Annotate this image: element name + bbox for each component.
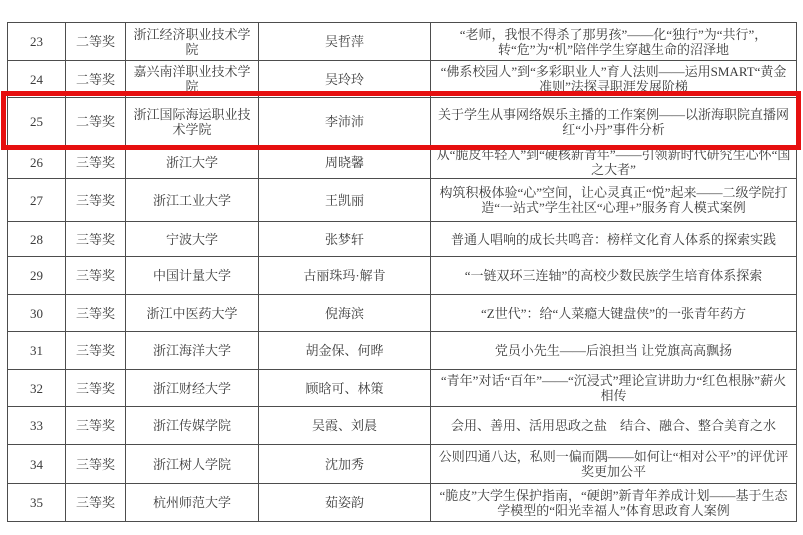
cell-row-number: 33 bbox=[8, 407, 66, 445]
cell-author-name: 古丽珠玛·解肯 bbox=[259, 257, 431, 295]
cell-row-number: 27 bbox=[8, 179, 66, 222]
cell-author-name: 茹姿韵 bbox=[259, 484, 431, 522]
table-row bbox=[8, 370, 797, 407]
cell-row-number: 24 bbox=[8, 61, 66, 98]
cell-case-title: 会用、善用、活用思政之盐 结合、融合、整合美育之水 bbox=[431, 407, 797, 445]
table-row bbox=[8, 179, 797, 222]
cell-award-level: 三等奖 bbox=[66, 295, 126, 332]
cell-case-title: 公则四通八达，私则一偏而隅——如何让“相对公平”的评优评奖更加公平 bbox=[431, 445, 797, 484]
cell-row-number: 25 bbox=[8, 98, 66, 146]
cell-school-name: 浙江国际海运职业技术学院 bbox=[126, 98, 259, 146]
cell-case-title: 关于学生从事网络娱乐主播的工作案例——以浙海职院直播网红“小丹”事件分析 bbox=[431, 98, 797, 146]
cell-author-name: 周晓馨 bbox=[259, 146, 431, 179]
table-row bbox=[8, 146, 797, 179]
cell-case-title: “青年”对话“百年”——“沉浸式”理论宣讲助力“红色根脉”薪火相传 bbox=[431, 370, 797, 407]
cell-row-number: 29 bbox=[8, 257, 66, 295]
cell-school-name: 浙江中医药大学 bbox=[126, 295, 259, 332]
cell-award-level: 三等奖 bbox=[66, 332, 126, 370]
cell-row-number: 28 bbox=[8, 222, 66, 257]
cell-school-name: 浙江传媒学院 bbox=[126, 407, 259, 445]
cell-author-name: 吴玲玲 bbox=[259, 61, 431, 98]
cell-school-name: 嘉兴南洋职业技术学院 bbox=[126, 61, 259, 98]
cell-award-level: 三等奖 bbox=[66, 407, 126, 445]
cell-author-name: 吴霞、刘晨 bbox=[259, 407, 431, 445]
cell-row-number: 26 bbox=[8, 146, 66, 179]
cell-award-level: 三等奖 bbox=[66, 222, 126, 257]
cell-school-name: 浙江大学 bbox=[126, 146, 259, 179]
cell-school-name: 浙江财经大学 bbox=[126, 370, 259, 407]
cell-case-title: 普通人唱响的成长共鸣音：榜样文化育人体系的探索实践 bbox=[431, 222, 797, 257]
cell-school-name: 宁波大学 bbox=[126, 222, 259, 257]
cell-author-name: 吴哲萍 bbox=[259, 23, 431, 61]
cell-case-title: 从“脆皮年轻人”到“硬核新青年”——引领新时代研究生心怀“国之大者” bbox=[431, 146, 797, 179]
cell-case-title: 构筑积极体验“心”空间，让心灵真正“悦”起来——二级学院打造“一站式”学生社区“心理+”服务育人模式案例 bbox=[431, 179, 797, 222]
cell-row-number: 35 bbox=[8, 484, 66, 522]
cell-case-title: “脆皮”大学生保护指南，“硬朗”新青年养成计划——基于生态学模型的“阳光幸福人”体育思政育人案例 bbox=[431, 484, 797, 522]
cell-award-level: 二等奖 bbox=[66, 61, 126, 98]
cell-school-name: 浙江工业大学 bbox=[126, 179, 259, 222]
table-row bbox=[8, 222, 797, 257]
table-row bbox=[8, 332, 797, 370]
cell-school-name: 杭州师范大学 bbox=[126, 484, 259, 522]
cell-award-level: 三等奖 bbox=[66, 484, 126, 522]
cell-row-number: 23 bbox=[8, 23, 66, 61]
table-row bbox=[8, 61, 797, 98]
cell-author-name: 王凯丽 bbox=[259, 179, 431, 222]
cell-award-level: 三等奖 bbox=[66, 370, 126, 407]
table-row bbox=[8, 98, 797, 146]
table-row bbox=[8, 445, 797, 484]
cell-row-number: 30 bbox=[8, 295, 66, 332]
cell-school-name: 中国计量大学 bbox=[126, 257, 259, 295]
cell-award-level: 二等奖 bbox=[66, 98, 126, 146]
cell-award-level: 三等奖 bbox=[66, 445, 126, 484]
cell-award-level: 三等奖 bbox=[66, 146, 126, 179]
cell-school-name: 浙江海洋大学 bbox=[126, 332, 259, 370]
award-list-table bbox=[7, 22, 797, 522]
cell-author-name: 胡金保、何晔 bbox=[259, 332, 431, 370]
cell-case-title: 党员小先生——后浪担当 让党旗高高飘扬 bbox=[431, 332, 797, 370]
cell-author-name: 顾晗可、林策 bbox=[259, 370, 431, 407]
cell-award-level: 二等奖 bbox=[66, 23, 126, 61]
table-row bbox=[8, 23, 797, 61]
cell-author-name: 张梦轩 bbox=[259, 222, 431, 257]
cell-case-title: “老师，我恨不得杀了那男孩”——化“独行”为“共行”，转“危”为“机”陪伴学生穿越生命的沼泽地 bbox=[431, 23, 797, 61]
cell-award-level: 三等奖 bbox=[66, 257, 126, 295]
award-table-body bbox=[8, 23, 797, 522]
cell-case-title: “Z世代”：给“人菜瘾大键盘侠”的一张青年药方 bbox=[431, 295, 797, 332]
cell-case-title: “一链双环三连轴”的高校少数民族学生培育体系探索 bbox=[431, 257, 797, 295]
cell-school-name: 浙江树人学院 bbox=[126, 445, 259, 484]
cell-case-title: “佛系校园人”到“多彩职业人”育人法则——运用SMART“黄金准则”法探寻职涯发展阶梯 bbox=[431, 61, 797, 98]
cell-row-number: 34 bbox=[8, 445, 66, 484]
cell-award-level: 三等奖 bbox=[66, 179, 126, 222]
cell-author-name: 沈加秀 bbox=[259, 445, 431, 484]
cell-author-name: 倪海滨 bbox=[259, 295, 431, 332]
cell-row-number: 32 bbox=[8, 370, 66, 407]
table-row bbox=[8, 407, 797, 445]
cell-school-name: 浙江经济职业技术学院 bbox=[126, 23, 259, 61]
table-row bbox=[8, 484, 797, 522]
table-row bbox=[8, 257, 797, 295]
cell-row-number: 31 bbox=[8, 332, 66, 370]
cell-author-name: 李沛沛 bbox=[259, 98, 431, 146]
table-row bbox=[8, 295, 797, 332]
